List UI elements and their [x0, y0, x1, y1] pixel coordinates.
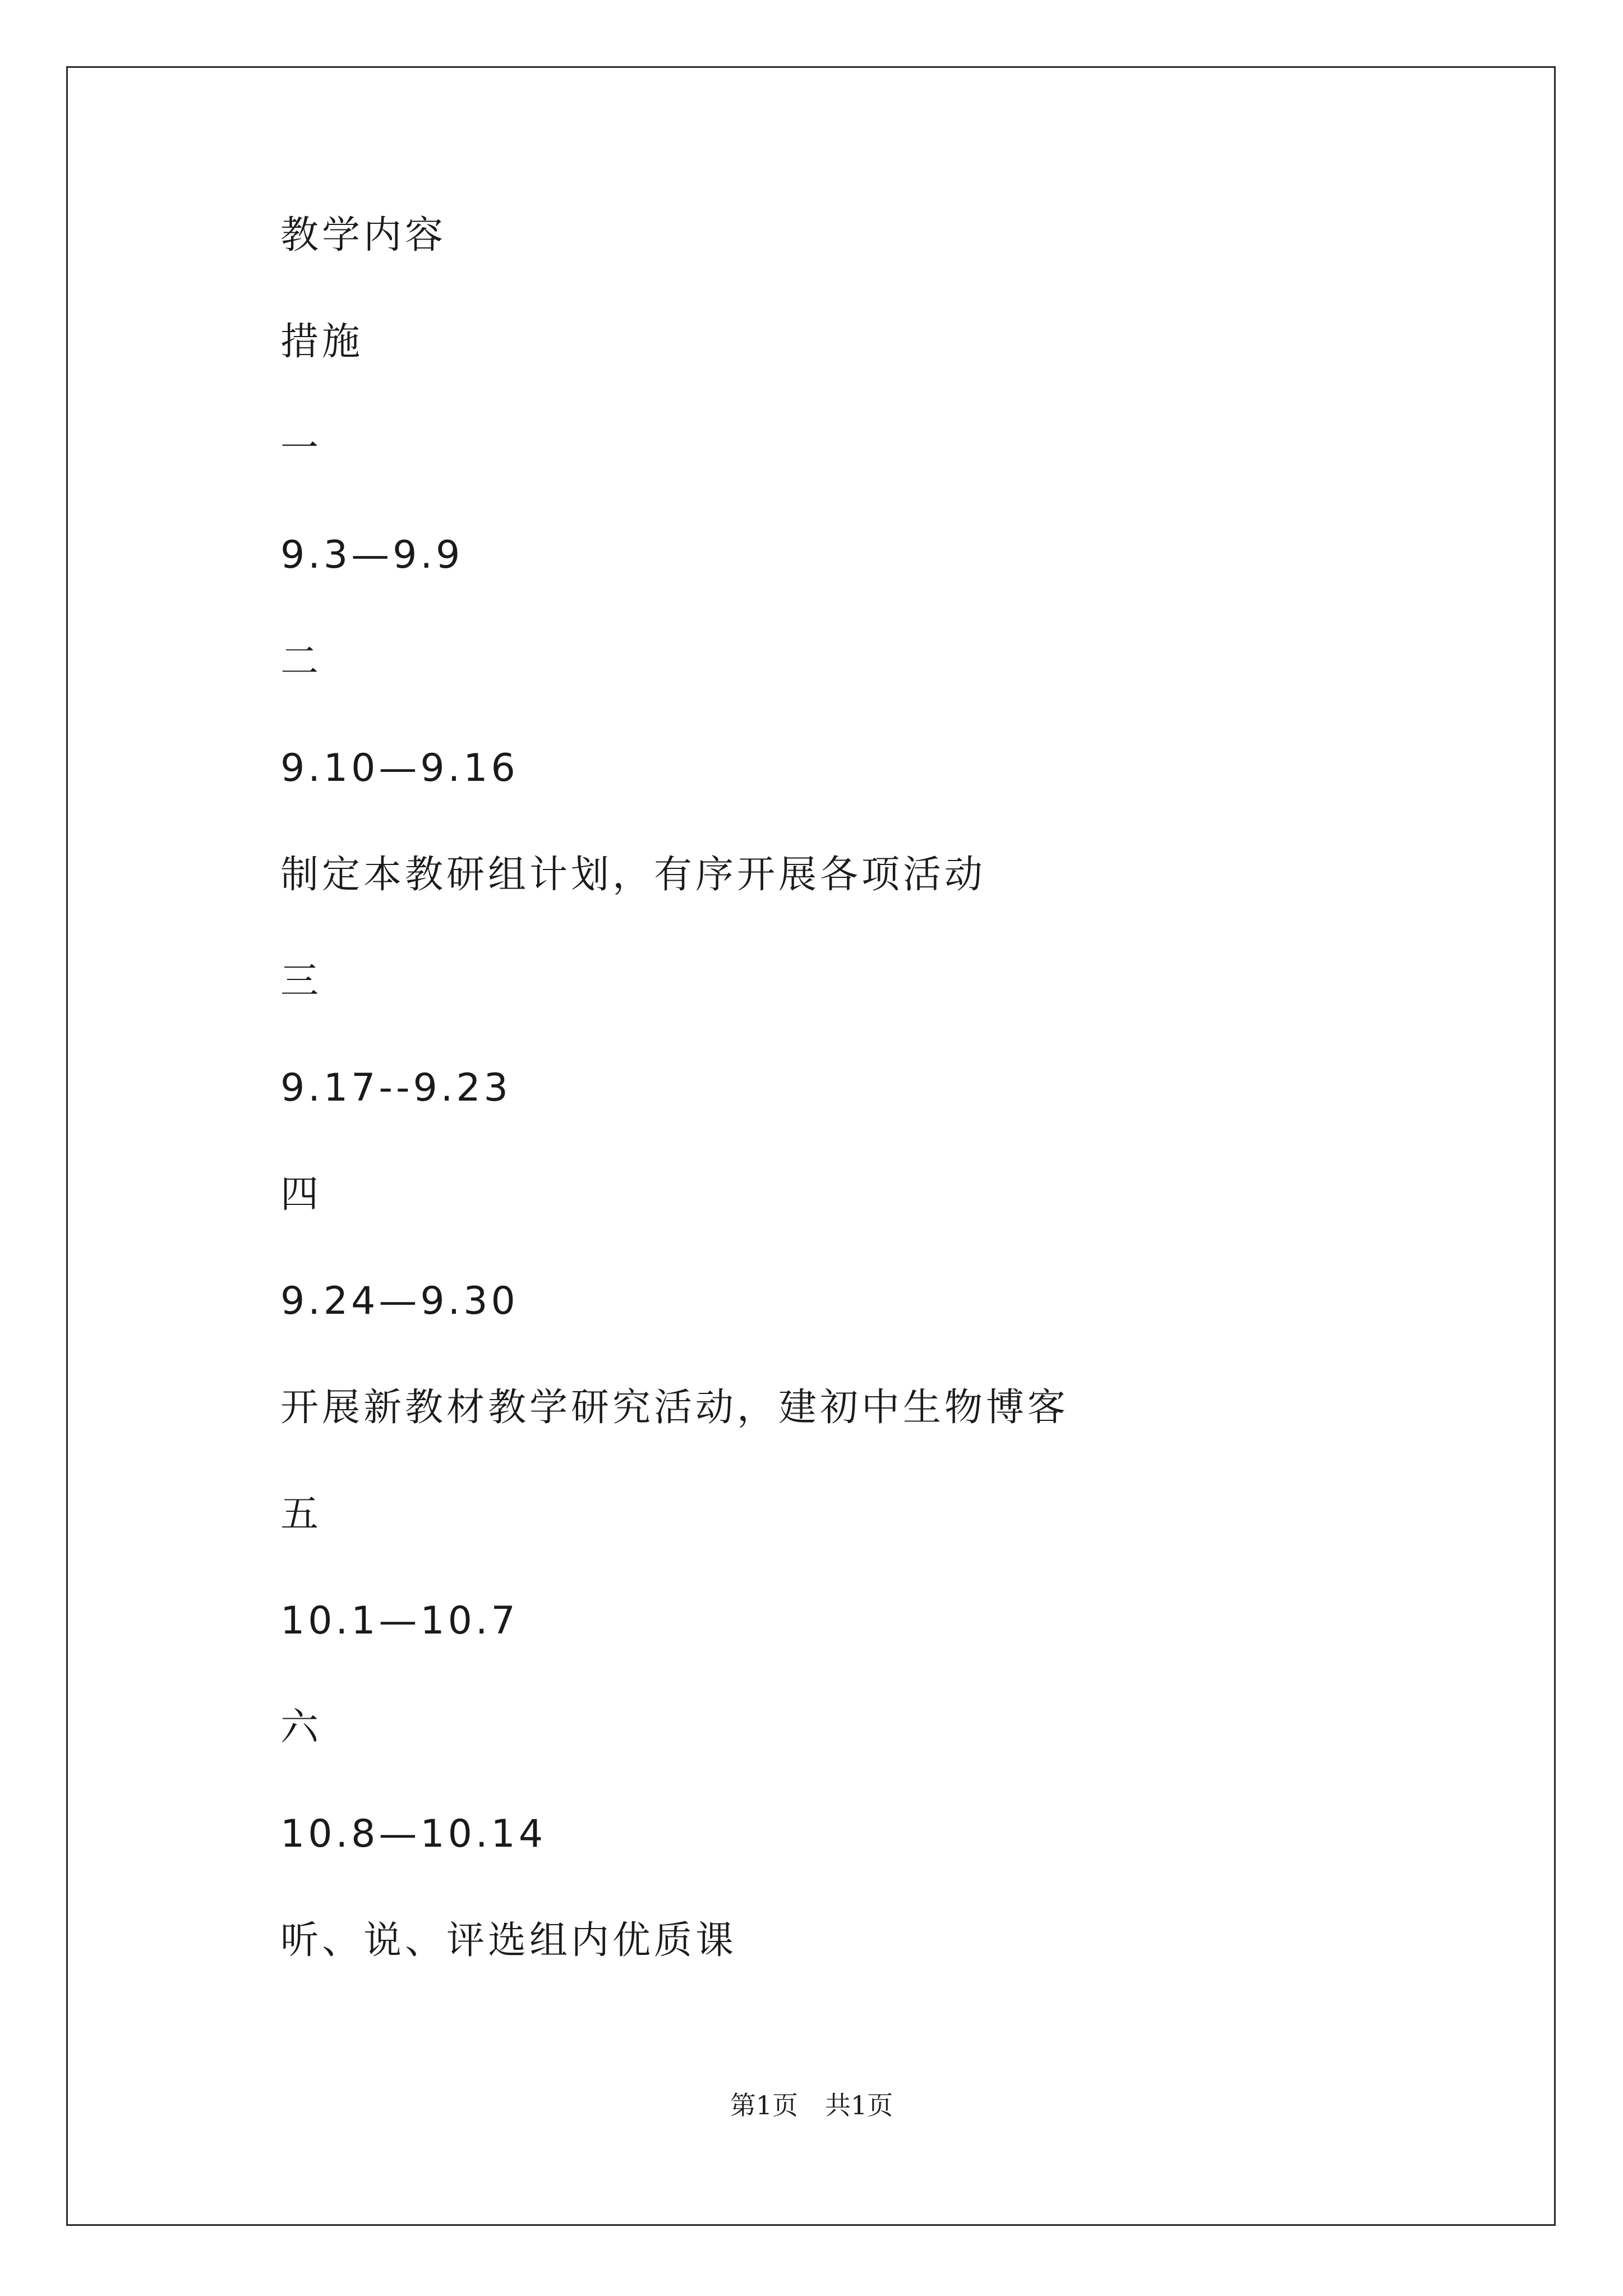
- document-body: [280, 213, 1458, 2025]
- text-line: 二: [280, 639, 322, 684]
- text-line: 制定本教研组计划，有序开展各项活动: [280, 853, 986, 897]
- page-footer: [0, 2090, 1623, 2121]
- text-line: 教学内容: [280, 213, 447, 257]
- text-line: 9.24—9.30: [280, 1279, 519, 1323]
- text-line: 措施: [280, 320, 364, 364]
- text-line: 四: [280, 1172, 322, 1217]
- text-line: 10.1—10.7: [280, 1599, 519, 1643]
- text-line: 听、说、评选组内优质课: [280, 1918, 737, 1963]
- text-line: 9.10—9.16: [280, 746, 519, 790]
- text-line: 六: [280, 1705, 322, 1750]
- text-line: 三: [280, 959, 322, 1004]
- text-line: 一: [280, 426, 322, 471]
- text-line: 五: [280, 1492, 322, 1536]
- text-line: 10.8—10.14: [280, 1812, 547, 1856]
- page-number: 第1页: [730, 2090, 798, 2120]
- text-line: 9.17--9.23: [280, 1066, 511, 1110]
- text-line: 开展新教材教学研究活动，建初中生物博客: [280, 1386, 1069, 1430]
- text-line: 9.3—9.9: [280, 533, 464, 577]
- page-total: 共1页: [825, 2090, 893, 2120]
